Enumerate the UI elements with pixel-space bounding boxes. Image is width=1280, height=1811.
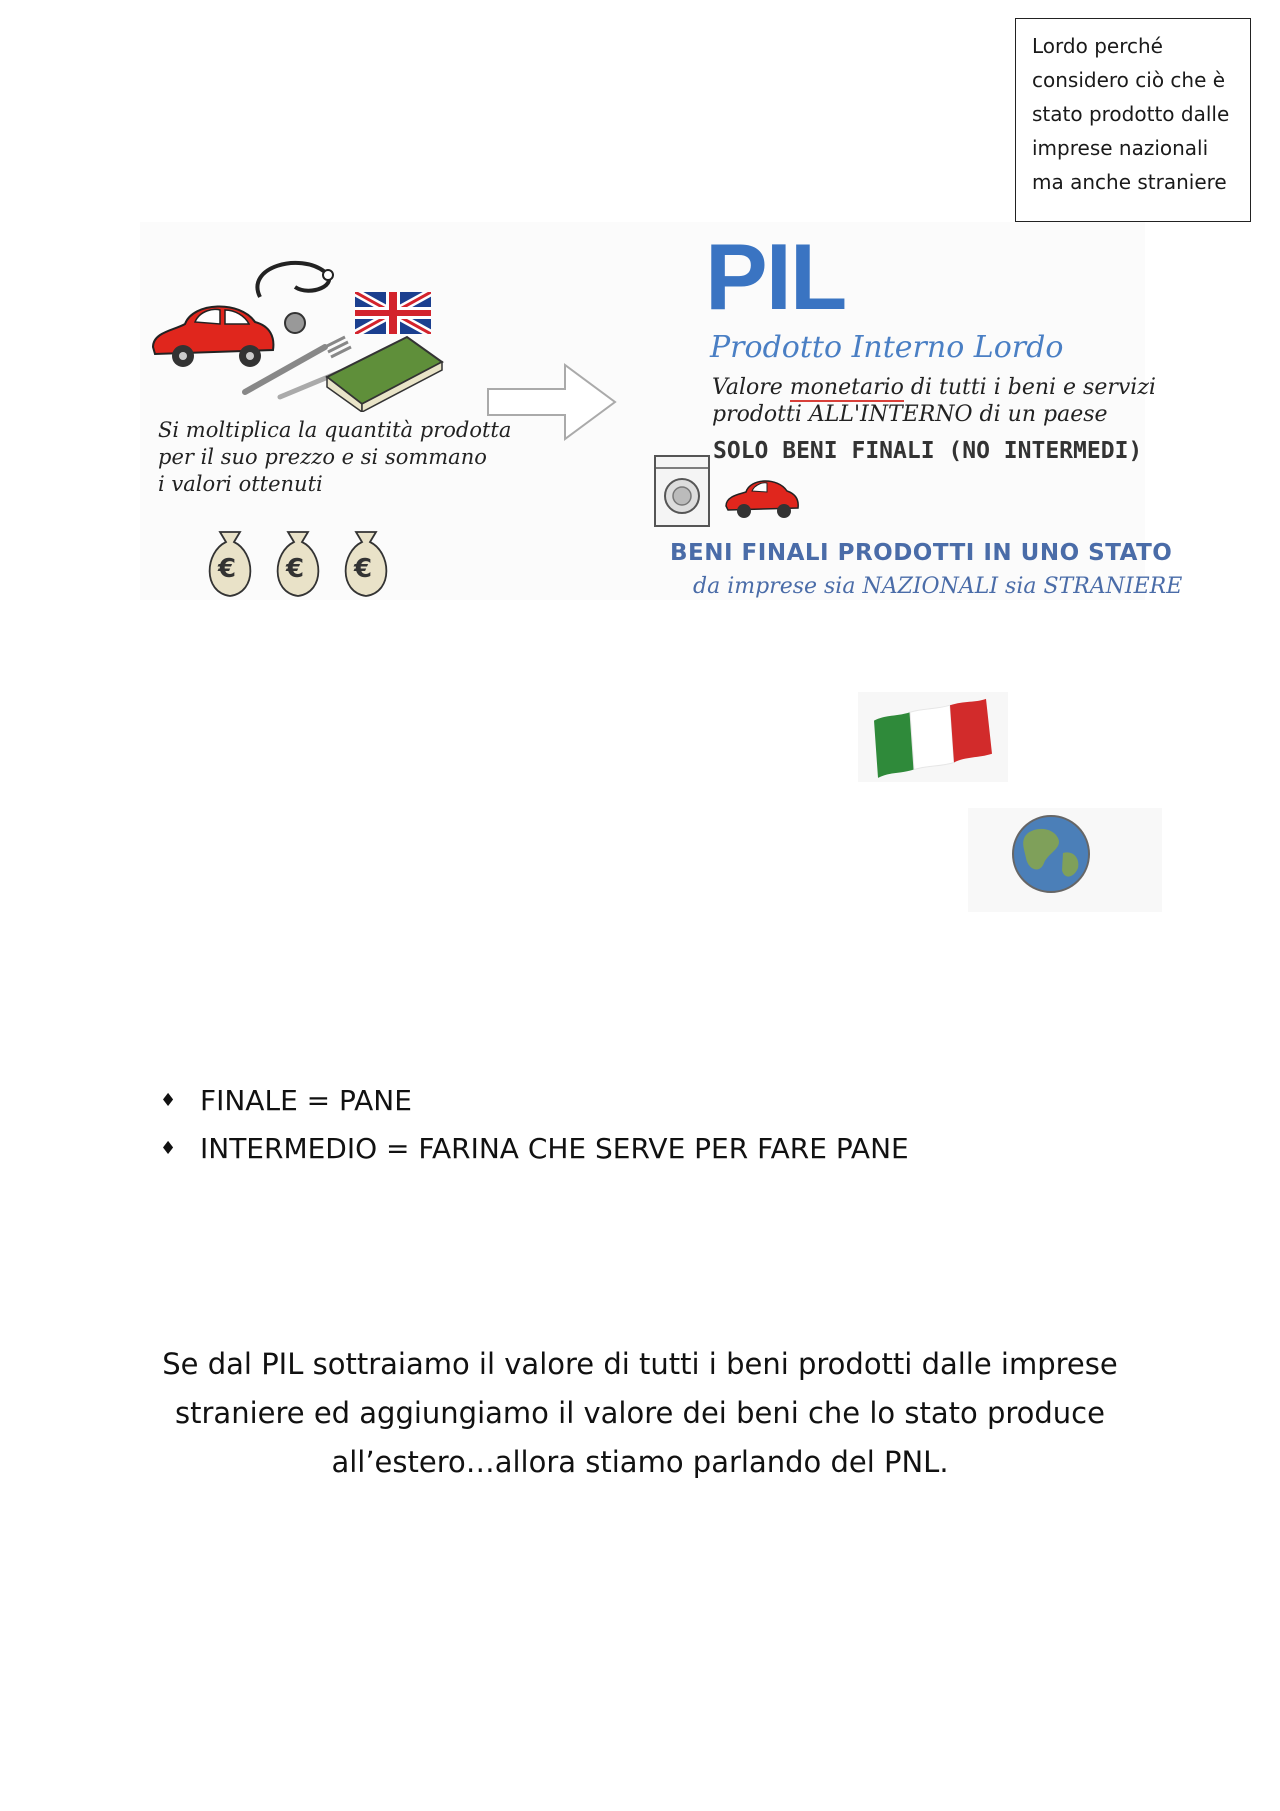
callout-line: ma anche straniere bbox=[1032, 170, 1227, 194]
imprese-line: da imprese sia NAZIONALI sia STRANIERE bbox=[693, 574, 1183, 599]
diamond-bullet-icon: ♦ bbox=[160, 1090, 177, 1111]
uk-flag-icon bbox=[355, 292, 431, 334]
left-caption-line: i valori ottenuti bbox=[158, 472, 323, 496]
book-icon bbox=[322, 332, 447, 412]
small-car-icon bbox=[722, 472, 802, 524]
paragraph-line: all’estero…allora stiamo parlando del PNL. bbox=[331, 1445, 949, 1479]
bullet-item bbox=[160, 1132, 909, 1165]
callout-line: considero ciò che è bbox=[1032, 68, 1226, 92]
bullet-item bbox=[160, 1084, 412, 1117]
callout-box bbox=[1015, 18, 1251, 222]
globe-icon bbox=[968, 808, 1162, 912]
italy-flag-icon bbox=[858, 692, 1008, 782]
callout-line: Lordo perché bbox=[1032, 34, 1163, 58]
callout-line: stato prodotto dalle bbox=[1032, 102, 1230, 126]
pil-definition-line2: prodotti ALL'INTERNO di un paese bbox=[712, 402, 1108, 427]
euro-symbol: € bbox=[354, 554, 373, 584]
pnl-paragraph bbox=[140, 1340, 1140, 1487]
callout-line: imprese nazionali bbox=[1032, 136, 1209, 160]
pil-text: di tutti i beni e servizi bbox=[910, 375, 1156, 400]
diamond-bullet-icon: ♦ bbox=[160, 1138, 177, 1159]
bullet-text: INTERMEDIO = FARINA CHE SERVE PER FARE PANE bbox=[200, 1132, 909, 1165]
paragraph-line: straniere ed aggiungiamo il valore dei beni che lo stato produce bbox=[175, 1396, 1105, 1430]
pil-illustration bbox=[140, 222, 1183, 600]
beni-finali-heading: BENI FINALI PRODOTTI IN UNO STATO bbox=[670, 540, 1173, 566]
pil-subtitle: Prodotto Interno Lordo bbox=[710, 330, 1064, 365]
pil-title: PIL bbox=[705, 224, 846, 329]
bullet-text: FINALE = PANE bbox=[200, 1084, 412, 1117]
euro-symbol: € bbox=[286, 554, 305, 584]
left-caption bbox=[158, 417, 511, 498]
right-arrow-icon bbox=[485, 362, 620, 442]
solo-beni-finali: SOLO BENI FINALI (NO INTERMEDI) bbox=[713, 438, 1143, 464]
left-caption-line: per il suo prezzo e si sommano bbox=[158, 445, 487, 469]
pil-definition-line1 bbox=[712, 375, 1156, 400]
left-caption-line: Si moltiplica la quantità prodotta bbox=[158, 418, 512, 442]
pil-text-underlined: monetario bbox=[789, 375, 904, 400]
euro-symbol: € bbox=[218, 554, 237, 584]
pil-text: Valore bbox=[712, 375, 783, 400]
paragraph-line: Se dal PIL sottraiamo il valore di tutti i beni prodotti dalle imprese bbox=[162, 1347, 1118, 1381]
washing-machine-icon bbox=[653, 454, 711, 528]
